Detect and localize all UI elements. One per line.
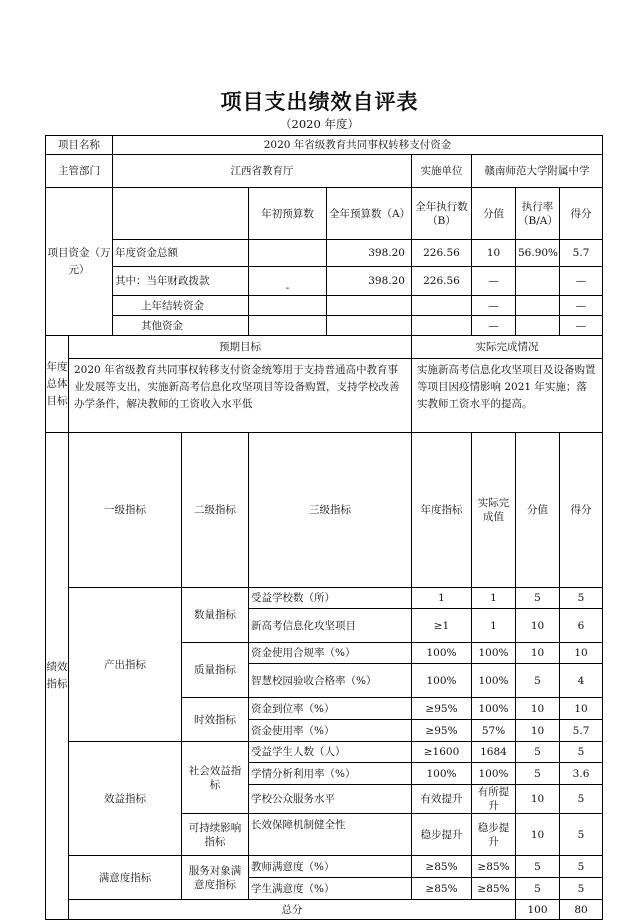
- fund-row-rate: [516, 296, 560, 316]
- indicator-actual: 1684: [472, 742, 516, 763]
- indicator-name: 资金使用率（%）: [249, 720, 412, 742]
- indicator-target: ≥95%: [412, 720, 472, 742]
- indicator-name: 受益学生人数（人）: [249, 742, 412, 763]
- indicator-name: 学校公众服务水平: [249, 785, 412, 814]
- indicator-actual: ≥85%: [472, 878, 516, 900]
- fund-row-score: —: [560, 316, 603, 336]
- fund-row-begin: [249, 316, 327, 336]
- indicator-weight: 5: [516, 763, 560, 785]
- expected-goal-header: 预期目标: [69, 336, 412, 359]
- fund-row-weight: 10: [472, 240, 516, 267]
- indicator-target: ≥85%: [412, 878, 472, 900]
- indicator-weight: 10: [516, 609, 560, 643]
- fund-row-label: 年度资金总额: [113, 240, 249, 267]
- fund-row-score: —: [560, 267, 603, 296]
- indicator-name: 学生满意度（%）: [249, 878, 412, 900]
- level1-satisfaction: 满意度指标: [69, 856, 182, 900]
- indicator-weight: 5: [516, 878, 560, 900]
- indicator-name: 教师满意度（%）: [249, 856, 412, 878]
- indicator-target: ≥1600: [412, 742, 472, 763]
- total-score: 80: [560, 900, 603, 920]
- indicator-weight: 10: [516, 785, 560, 814]
- indicator-target: 100%: [412, 643, 472, 664]
- header-budget-begin: 年初预算数: [249, 188, 327, 240]
- page-title: 项目支出绩效自评表: [220, 90, 419, 114]
- header-execution-rate: 执行率（B/A）: [516, 188, 560, 240]
- level2-quantity: 数量指标: [182, 588, 249, 643]
- indicator-weight: 5: [516, 856, 560, 878]
- indicator-score: 5: [560, 742, 603, 763]
- indicator-name: 新高考信息化攻坚项目: [249, 609, 412, 643]
- header-score: 得分: [560, 433, 603, 588]
- fund-row-rate: [516, 267, 560, 296]
- indicator-actual: 100%: [472, 763, 516, 785]
- header-actual-value: 实际完成值: [472, 433, 516, 588]
- indicator-score: 4: [560, 664, 603, 698]
- indicator-score: 10: [560, 698, 603, 720]
- fund-row-rate: 56.90%: [516, 240, 560, 267]
- indicator-score: 5: [560, 814, 603, 856]
- indicator-score: 5: [560, 785, 603, 814]
- indicator-actual: 1: [472, 588, 516, 609]
- fund-row-label: 其中：当年财政拨款: [113, 267, 249, 296]
- implementing-unit-label: 实施单位: [412, 155, 472, 188]
- fund-row-full: [327, 296, 412, 316]
- indicator-name: 资金使用合规率（%）: [249, 643, 412, 664]
- level2-social-benefit: 社会效益指标: [182, 742, 249, 814]
- indicator-target: 1: [412, 588, 472, 609]
- indicator-actual: 稳步提升: [472, 814, 516, 856]
- project-name-value: 2020 年省级教育共同事权转移支付资金: [113, 136, 603, 155]
- fund-row-exec: 226.56: [412, 240, 472, 267]
- total-weight: 100: [516, 900, 560, 920]
- actual-completion-header: 实际完成情况: [412, 336, 603, 359]
- fund-row-full: [327, 316, 412, 336]
- indicator-weight: 10: [516, 643, 560, 664]
- indicator-score: 5: [560, 588, 603, 609]
- funds-header-blank: [113, 188, 249, 240]
- header-weight: 分值: [516, 433, 560, 588]
- project-name-label: 项目名称: [46, 136, 113, 155]
- actual-completion-text: 实施新高考信息化攻坚项目及设备购置等项目因疫情影响 2021 年实施；落实教师工资水平的提高。: [412, 359, 603, 433]
- indicator-name: 智慧校园验收合格率（%）: [249, 664, 412, 698]
- indicator-weight: 5: [516, 664, 560, 698]
- indicator-score: 5.7: [560, 720, 603, 742]
- indicator-actual: ≥85%: [472, 856, 516, 878]
- funds-label: 项目资金（万元）: [46, 188, 113, 336]
- header-level2: 二级指标: [182, 433, 249, 588]
- fund-row-full: 398.20: [327, 240, 412, 267]
- indicator-target: 100%: [412, 664, 472, 698]
- indicator-name: 受益学校数（所）: [249, 588, 412, 609]
- header-score: 得分: [560, 188, 603, 240]
- fund-row-score: 5.7: [560, 240, 603, 267]
- fund-row-exec: [412, 316, 472, 336]
- annual-goal-label: 年度总体目标: [46, 336, 69, 433]
- level2-timeliness: 时效指标: [182, 698, 249, 742]
- fund-row-full: 398.20: [327, 267, 412, 296]
- report-year: （2020 年度）: [280, 117, 359, 131]
- header-annual-target: 年度指标: [412, 433, 472, 588]
- fund-row-begin: -: [249, 267, 327, 296]
- fund-row-label: 其他资金: [113, 316, 249, 336]
- fund-row-exec: [412, 296, 472, 316]
- level2-service-satisfaction: 服务对象满意度指标: [182, 856, 249, 900]
- fund-row-weight: —: [472, 296, 516, 316]
- indicator-score: 5: [560, 856, 603, 878]
- indicator-weight: 5: [516, 588, 560, 609]
- indicator-score: 10: [560, 643, 603, 664]
- department-value: 江西省教育厅: [113, 155, 412, 188]
- header-level3: 三级指标: [249, 433, 412, 588]
- level2-quality: 质量指标: [182, 643, 249, 698]
- indicator-actual: 有所提升: [472, 785, 516, 814]
- indicator-weight: 10: [516, 814, 560, 856]
- implementing-unit-value: 赣南师范大学附属中学: [472, 155, 603, 188]
- indicator-actual: 57%: [472, 720, 516, 742]
- indicator-actual: 100%: [472, 664, 516, 698]
- level1-output: 产出指标: [69, 588, 182, 742]
- fund-row-weight: —: [472, 267, 516, 296]
- header-budget-full: 全年预算数（A）: [327, 188, 412, 240]
- indicator-score: 5: [560, 878, 603, 900]
- indicator-score: 6: [560, 609, 603, 643]
- level2-sustainable-impact: 可持续影响指标: [182, 814, 249, 856]
- total-label: 总分: [69, 900, 516, 920]
- indicator-target: 100%: [412, 763, 472, 785]
- indicator-weight: 10: [516, 698, 560, 720]
- header-level1: 一级指标: [69, 433, 182, 588]
- indicator-target: 稳步提升: [412, 814, 472, 856]
- fund-row-rate: [516, 316, 560, 336]
- performance-indicator-label: 绩效指标: [46, 433, 69, 920]
- fund-row-exec: 226.56: [412, 267, 472, 296]
- indicator-actual: 100%: [472, 643, 516, 664]
- header-executed: 全年执行数（B）: [412, 188, 472, 240]
- expected-goal-text: 2020 年省级教育共同事权转移支付资金统筹用于支持普通高中教育事业发展等支出，实施新高考信息化攻坚项目等设备购置，支持学校改善办学条件，解决教师的工资收入水平低: [69, 359, 412, 433]
- indicator-target: ≥85%: [412, 856, 472, 878]
- indicator-score: 3.6: [560, 763, 603, 785]
- fund-row-begin: [249, 296, 327, 316]
- indicator-actual: 100%: [472, 698, 516, 720]
- indicator-name: 资金到位率（%）: [249, 698, 412, 720]
- header-score-weight: 分值: [472, 188, 516, 240]
- fund-row-begin: [249, 240, 327, 267]
- indicator-name: 长效保障机制健全性: [249, 814, 412, 856]
- fund-row-label: 上年结转资金: [113, 296, 249, 316]
- indicator-target: 有效提升: [412, 785, 472, 814]
- department-label: 主管部门: [46, 155, 113, 188]
- fund-row-weight: —: [472, 316, 516, 336]
- evaluation-table: [45, 135, 603, 920]
- indicator-weight: 5: [516, 742, 560, 763]
- indicator-weight: 10: [516, 720, 560, 742]
- fund-row-score: —: [560, 296, 603, 316]
- indicator-target: ≥1: [412, 609, 472, 643]
- indicator-name: 学情分析利用率（%）: [249, 763, 412, 785]
- indicator-actual: 1: [472, 609, 516, 643]
- indicator-target: ≥95%: [412, 698, 472, 720]
- level1-benefit: 效益指标: [69, 742, 182, 856]
